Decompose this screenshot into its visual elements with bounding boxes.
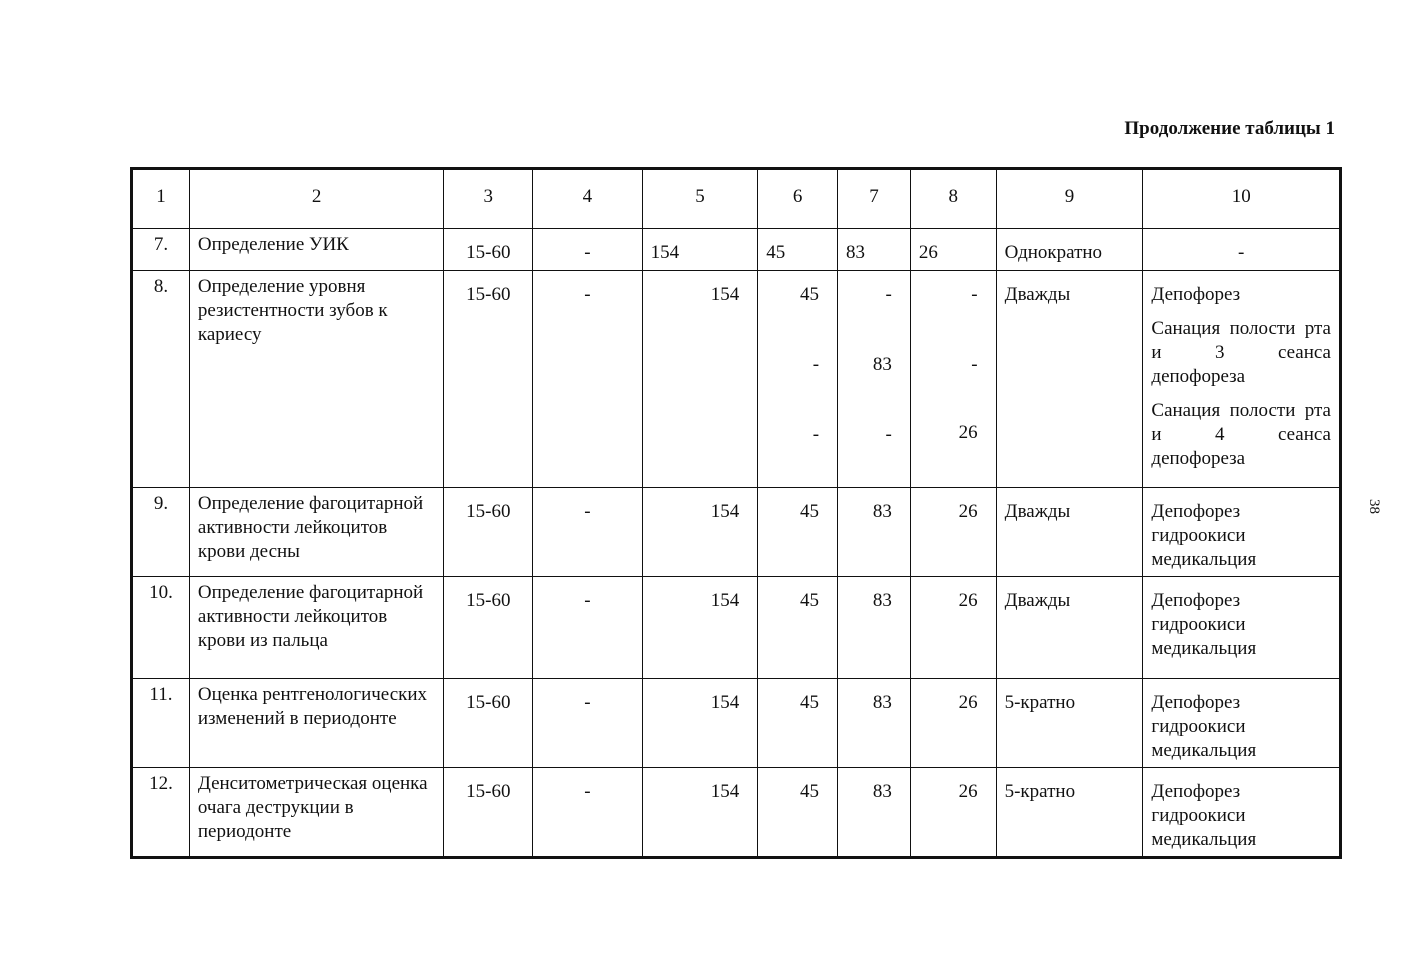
- row-name: Определение фагоцитарной активности лейкоцитов крови десны: [189, 488, 444, 577]
- cell-c10: [1143, 271, 1341, 488]
- row-name: Оценка рентгенологических изменений в периодонте: [189, 679, 444, 768]
- cell-c3: 15-60: [444, 768, 533, 858]
- row-number: 9.: [132, 488, 190, 577]
- row-name: Определение УИК: [189, 229, 444, 271]
- row-name: Определение уровня резистентности зубов к кариесу: [189, 271, 444, 488]
- cell-c10: -: [1143, 229, 1341, 271]
- cell-c8: [910, 271, 996, 488]
- cell-c6: 45: [758, 577, 838, 679]
- cell-c4: -: [533, 577, 642, 679]
- cell-c9: 5-кратно: [996, 679, 1143, 768]
- header-cell: 4: [533, 169, 642, 229]
- cell-c8: 26: [910, 488, 996, 577]
- row-number: 10.: [132, 577, 190, 679]
- cell-value: -: [812, 424, 820, 445]
- cell-value: -: [971, 284, 978, 305]
- cell-c7: 83: [838, 488, 911, 577]
- cell-value: -: [812, 354, 820, 375]
- cell-line: Депофорез: [1151, 284, 1241, 305]
- cell-c6: 45: [758, 229, 838, 271]
- cell-c3: 15-60: [444, 488, 533, 577]
- table-row: [132, 488, 1341, 577]
- header-row: [132, 169, 1341, 229]
- header-cell: 10: [1143, 169, 1341, 229]
- cell-c10: Депофорез гидроокиси медикальция: [1143, 488, 1341, 577]
- cell-c3: 15-60: [444, 679, 533, 768]
- table-row: [132, 577, 1341, 679]
- table-row: [132, 768, 1341, 858]
- row-name: Денситометрическая оценка очага деструкции в периодонте: [189, 768, 444, 858]
- cell-c6: 45: [758, 488, 838, 577]
- page-number: 38: [1366, 499, 1382, 514]
- cell-c4: -: [533, 229, 642, 271]
- cell-c5: 154: [642, 488, 758, 577]
- cell-c3: 15-60: [444, 229, 533, 271]
- header-cell: 9: [996, 169, 1143, 229]
- row-name: Определение фагоцитарной активности лейкоцитов крови из пальца: [189, 577, 444, 679]
- header-cell: 8: [910, 169, 996, 229]
- cell-c4: -: [533, 271, 642, 488]
- cell-c3: 15-60: [444, 271, 533, 488]
- cell-c5: 154: [642, 577, 758, 679]
- cell-c6: [758, 271, 838, 488]
- cell-c10: Депофорез гидроокиси медикальция: [1143, 577, 1341, 679]
- row-number: 11.: [132, 679, 190, 768]
- header-cell: 1: [132, 169, 190, 229]
- row-number: 12.: [132, 768, 190, 858]
- cell-c8: 26: [910, 768, 996, 858]
- header-cell: 2: [189, 169, 444, 229]
- cell-value: 83: [872, 354, 892, 375]
- cell-c7: [838, 271, 911, 488]
- cell-value: -: [971, 354, 978, 375]
- cell-c9: Дважды: [996, 488, 1143, 577]
- cell-c4: -: [533, 768, 642, 858]
- cell-c8: 26: [910, 229, 996, 271]
- cell-c9: Однократно: [996, 229, 1143, 271]
- cell-c9: Дважды: [996, 271, 1143, 488]
- cell-c7: 83: [838, 577, 911, 679]
- header-cell: 6: [758, 169, 838, 229]
- row-number: 7.: [132, 229, 190, 271]
- cell-value: -: [885, 424, 892, 445]
- cell-c7: 83: [838, 679, 911, 768]
- cell-c10: Депофорез гидроокиси медикальция: [1143, 768, 1341, 858]
- cell-c5: 154: [642, 768, 758, 858]
- cell-c6: 45: [758, 679, 838, 768]
- header-cell: 3: [444, 169, 533, 229]
- table-caption: Продолжение таблицы 1: [1124, 118, 1335, 139]
- cell-c5: 154: [642, 679, 758, 768]
- cell-c4: -: [533, 488, 642, 577]
- cell-c7: 83: [838, 229, 911, 271]
- cell-value: -: [885, 284, 892, 305]
- data-table: [130, 167, 1342, 859]
- cell-c8: 26: [910, 577, 996, 679]
- cell-line: Санация полости рта и 3 сеанса депофореза: [1151, 318, 1331, 387]
- cell-c6: 45: [758, 768, 838, 858]
- header-cell: 7: [838, 169, 911, 229]
- cell-c5: 154: [642, 229, 758, 271]
- cell-c3: 15-60: [444, 577, 533, 679]
- cell-c7: 83: [838, 768, 911, 858]
- cell-c9: Дважды: [996, 577, 1143, 679]
- table-row: [132, 271, 1341, 488]
- cell-c4: -: [533, 679, 642, 768]
- cell-c9: 5-кратно: [996, 768, 1143, 858]
- table-row: [132, 679, 1341, 768]
- row-number: 8.: [132, 271, 190, 488]
- table-row: [132, 229, 1341, 271]
- header-cell: 5: [642, 169, 758, 229]
- cell-line: Санация полости рта и 4 сеанса депофореза: [1151, 400, 1331, 469]
- cell-value: 45: [800, 284, 820, 305]
- cell-value: 26: [958, 422, 978, 443]
- cell-c8: 26: [910, 679, 996, 768]
- cell-c10: Депофорез гидроокиси медикальция: [1143, 679, 1341, 768]
- cell-c5: 154: [642, 271, 758, 488]
